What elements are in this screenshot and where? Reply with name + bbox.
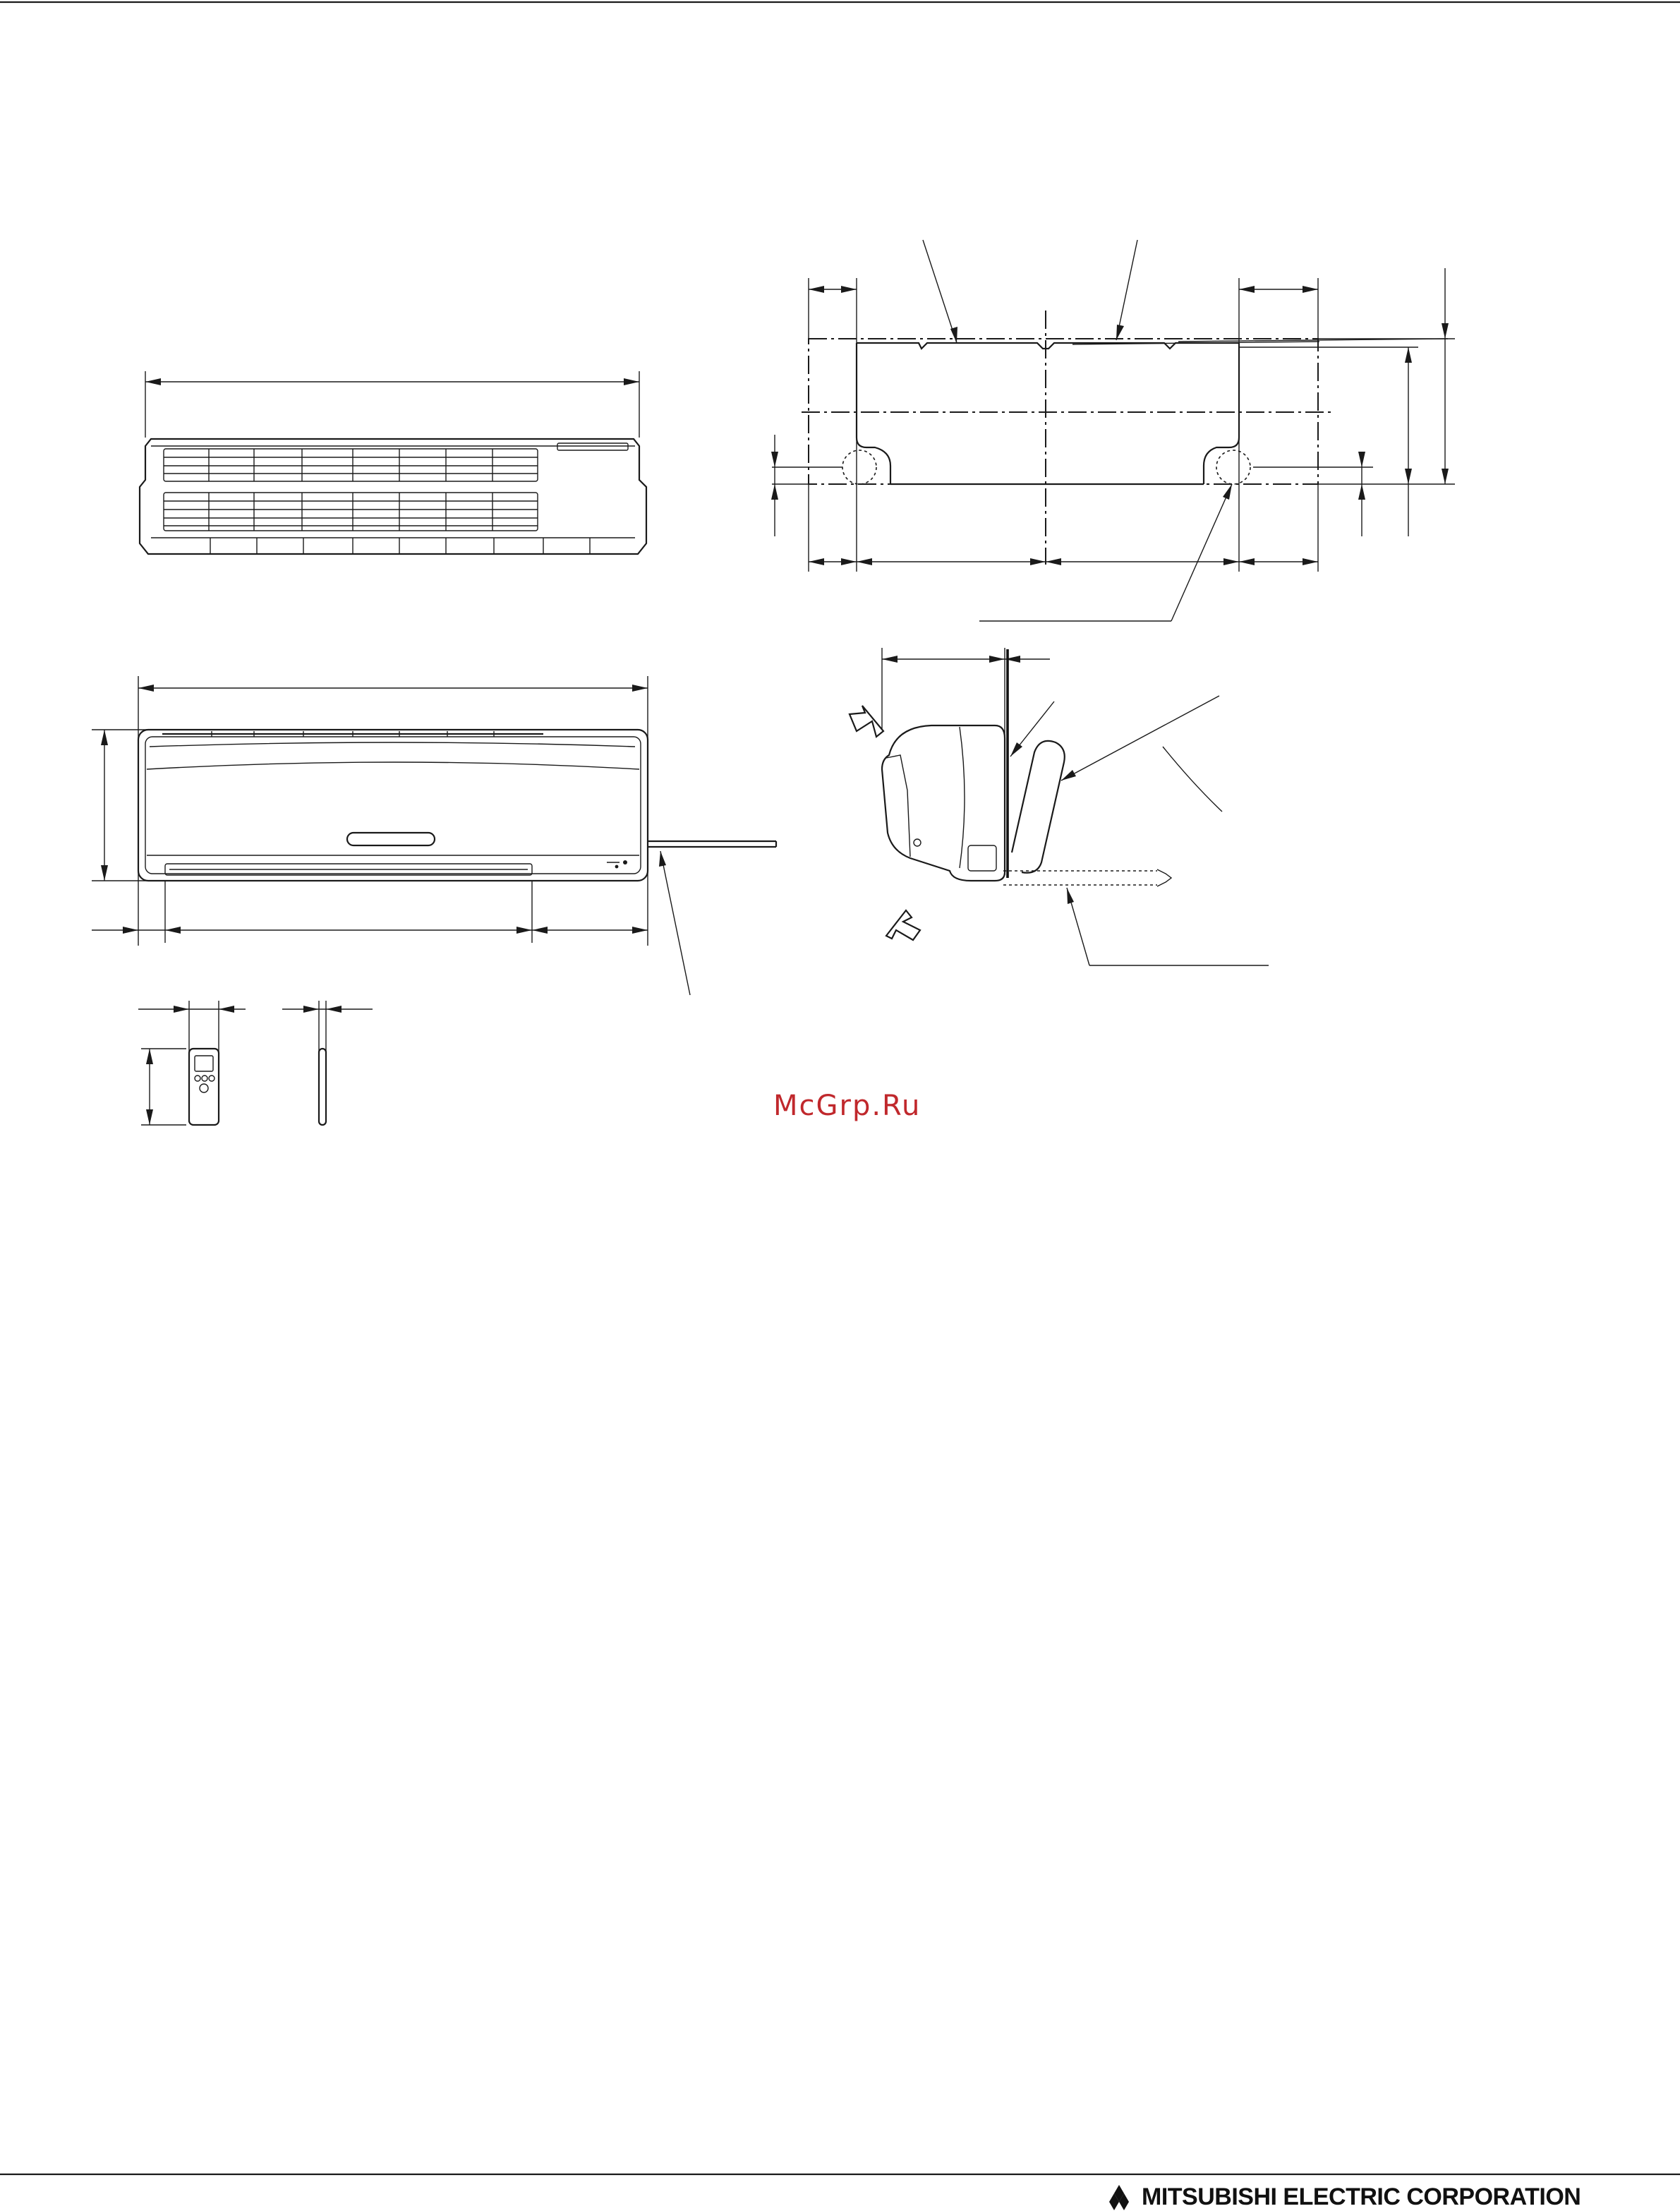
side-view [850,648,1269,965]
three-diamonds-logo-icon [1104,2185,1135,2210]
front-view [92,676,776,995]
remote-controller [138,1001,373,1125]
footer-brand-text: MITSUBISHI ELECTRIC CORPORATION [1142,2183,1581,2210]
footer-brand [1104,2183,1581,2211]
installation-plate-view [771,240,1455,621]
top-view [140,371,646,554]
watermark-text: McGrp.Ru [773,1090,921,1122]
